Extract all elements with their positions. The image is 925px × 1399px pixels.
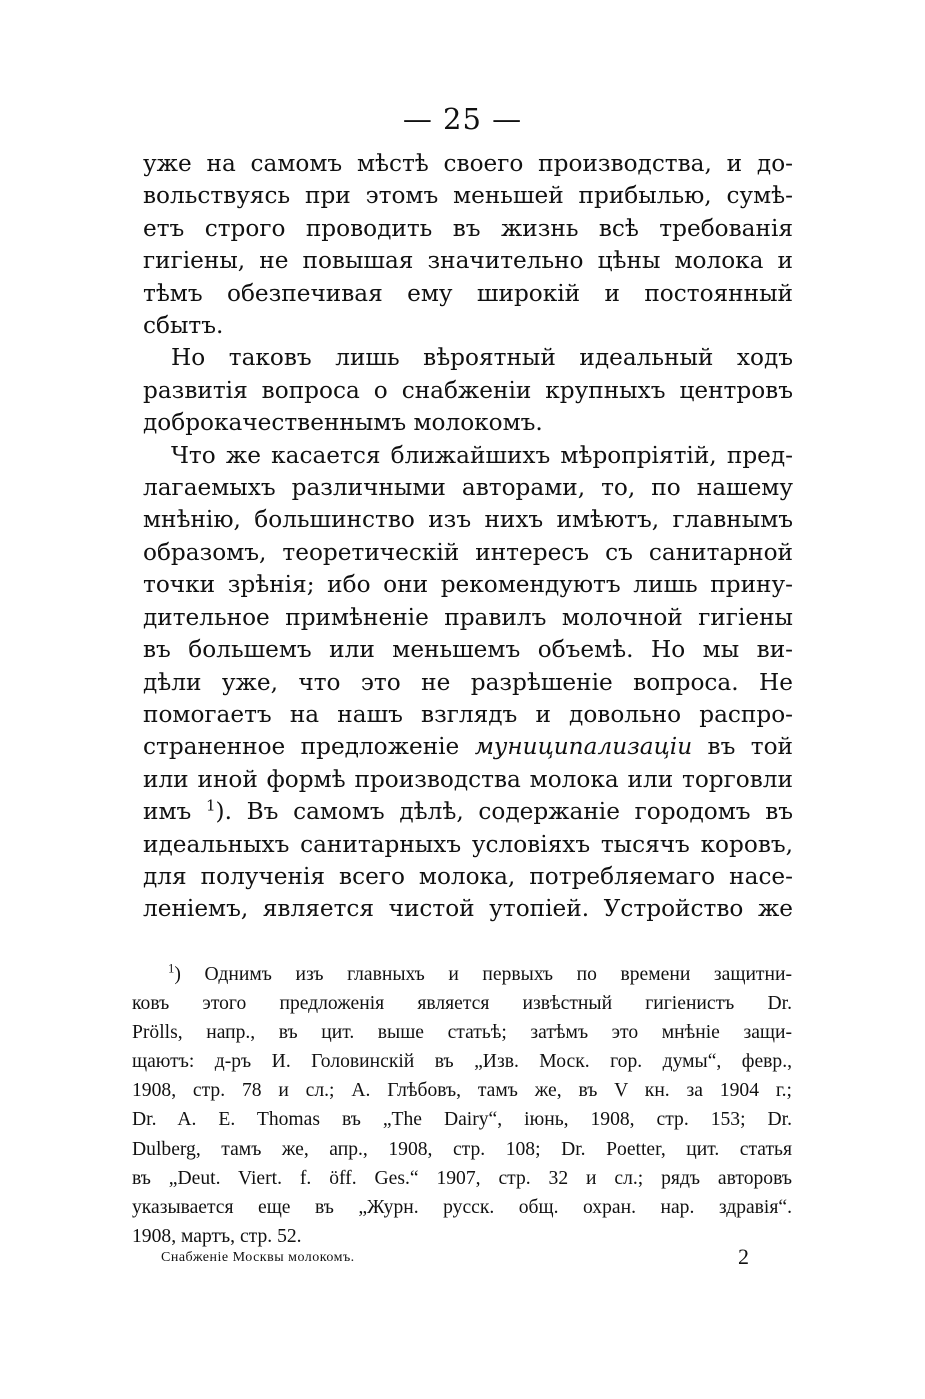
text-line: етъ строго проводить въ жизнь всѣ требованія <box>143 214 793 242</box>
text-line: уже на самомъ мѣстѣ своего производства, и до- <box>143 150 793 177</box>
footnote <box>132 960 792 1251</box>
text-line <box>143 796 793 828</box>
footnote-ref: 1 <box>205 796 216 815</box>
text-line: помогаетъ на нашъ взглядъ и довольно распро- <box>143 700 793 728</box>
main-text <box>143 148 793 926</box>
text-segment: имъ <box>143 798 192 826</box>
page-number: — 25 — <box>402 102 523 136</box>
footnote-line: Pröllѕ, напр., въ цит. выше статьѣ; затѣмъ это мнѣніе защи- <box>132 1022 792 1044</box>
text-line: Но таковъ лишь вѣроятный идеальный ходъ <box>171 344 793 372</box>
text-line: сбытъ. <box>143 312 224 340</box>
text-line: развитія вопроса о снабженіи крупныхъ центровъ <box>143 376 793 404</box>
text-line: или иной формѣ производства молока или торговли <box>143 765 793 793</box>
text-line: мнѣнію, большинство изъ нихъ имѣютъ, главнымъ <box>143 506 793 534</box>
footnote-line: въ „Deut. Viert. f. öff. Ges.“ 1907, стр. 32 и сл.; рядъ авторовъ <box>132 1167 792 1189</box>
footnote-line: 1908, мартъ, стр. 52. <box>132 1225 302 1247</box>
footnote-line: указывается еще въ „Журн. русск. общ. охран. нар. здравія“. <box>132 1196 792 1218</box>
text-line <box>143 731 793 763</box>
text-line: Что же касается ближайшихъ мѣропріятій, пред- <box>171 441 793 469</box>
text-line: образомъ, теоретическій интересъ съ санитарной <box>143 538 793 566</box>
text-line: точки зрѣнія; ибо они рекомендуютъ лишь прину- <box>143 571 793 599</box>
footnote-line: 1908, стр. 78 и сл.; А. Глѣбовъ, тамъ же, въ V кн. за 1904 г.; <box>132 1080 792 1102</box>
text-line: доброкачественнымъ молокомъ. <box>143 409 543 437</box>
text-segment: страненное предложеніе <box>143 733 460 761</box>
text-line: въ большемъ или меньшемъ объемѣ. Но мы ви- <box>143 636 793 664</box>
footnote-line: ковъ этого предложенія является извѣстный гигіенистъ Dr. <box>132 993 792 1015</box>
sheet-number: 2 <box>738 1244 749 1269</box>
footnote-marker: 1 <box>168 961 175 976</box>
signature-mark: Снабженіе Москвы молокомъ. <box>161 1250 355 1265</box>
italic-term: муниципализаціи <box>474 733 693 761</box>
text-line: для полученія всего молока, потребляемаго насе- <box>143 862 793 890</box>
text-line: вольствуясь при этомъ меньшей прибылью, сумѣ- <box>143 182 793 210</box>
text-segment: ). Въ самомъ дѣлѣ, содержаніе городомъ въ <box>215 798 794 826</box>
text-line: лагаемыхъ различными авторами, то, по нашему <box>143 474 793 502</box>
footnote-line: Dr. A. E. Thomas въ „The Dairy“, іюнь, 1908, стр. 153; Dr. <box>132 1109 792 1131</box>
text-line: гигіены, не повышая значительно цѣны молока и <box>143 247 793 275</box>
text-line: дѣли уже, что это не разрѣшеніе вопроса. Не <box>143 668 793 696</box>
footnote-line: Dulberg, тамъ же, апр., 1908, стр. 108; Dr. Poetter, цит. статья <box>132 1138 792 1160</box>
footnote-line: щаютъ: д-ръ И. Головинскій въ „Изв. Моск. гор. думы“, февр., <box>132 1051 792 1073</box>
text-line: дительное примѣненіе правилъ молочной гигіены <box>143 603 793 631</box>
footnote-line <box>132 960 792 989</box>
text-line: идеальныхъ санитарныхъ условіяхъ тысячъ коровъ, <box>143 830 793 858</box>
text-segment: въ той <box>707 733 793 761</box>
text-line: леніемъ, является чистой утопіей. Устройство же <box>143 895 793 923</box>
text-line: тѣмъ обезпечивая ему широкій и постоянный <box>143 279 793 307</box>
text-segment: ) Однимъ изъ главныхъ и первыхъ по времени защитни- <box>174 964 792 985</box>
